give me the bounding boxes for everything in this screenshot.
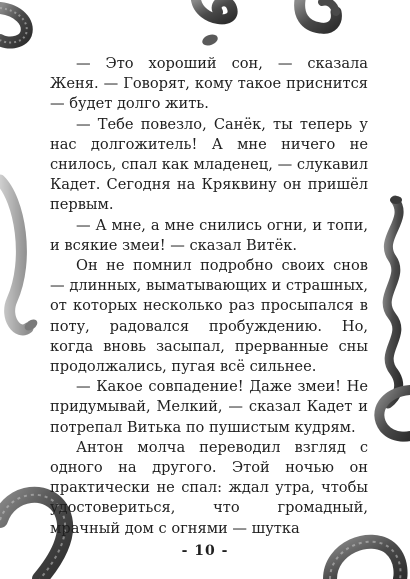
snake-top-left [0, 8, 27, 42]
snake-right-edge [387, 196, 402, 404]
paragraph: — А мне, а мне снились огни, и топи, и всякие змеи! — сказал Витёк. [50, 216, 368, 254]
snake-top-center [196, 0, 233, 47]
page-number: - 10 - [181, 543, 229, 559]
snake-left-middle [0, 180, 39, 333]
story-text [50, 54, 368, 539]
paragraph: — Тебе повезло, Санёк, ты теперь у нас долгожитель! А мне ничего не снилось, спал как младенец, — слукавил Кадет. Сегодня на Кряквину он пришёл первым. [50, 115, 368, 214]
paragraph: — Какое совпадение! Даже змеи! Не придумывай, Мелкий, — сказал Кадет и потрепал Витька по пушистым кудрям. [50, 378, 368, 436]
paragraph: Антон молча переводил взгляд с одного на другого. Этой ночью он практически не спал: ждал утра, чтобы удостовериться, что громадный, мрачный дом с огнями — шутка [50, 438, 368, 537]
snake-top-right [300, 0, 337, 28]
snake-right-bottom [379, 390, 410, 437]
paragraph: Он не помнил подробно своих снов — длинных, выматывающих и страшных, от которых несколько раз просыпался в поту, радовался пробуждению. Но, когда вновь засыпал, прерванные сны продолжались, пугая всё сильнее. [50, 257, 368, 376]
paragraph: — Это хороший сон, — сказала Женя. — Говорят, кому такое приснится — будет долго жить. [50, 55, 368, 113]
